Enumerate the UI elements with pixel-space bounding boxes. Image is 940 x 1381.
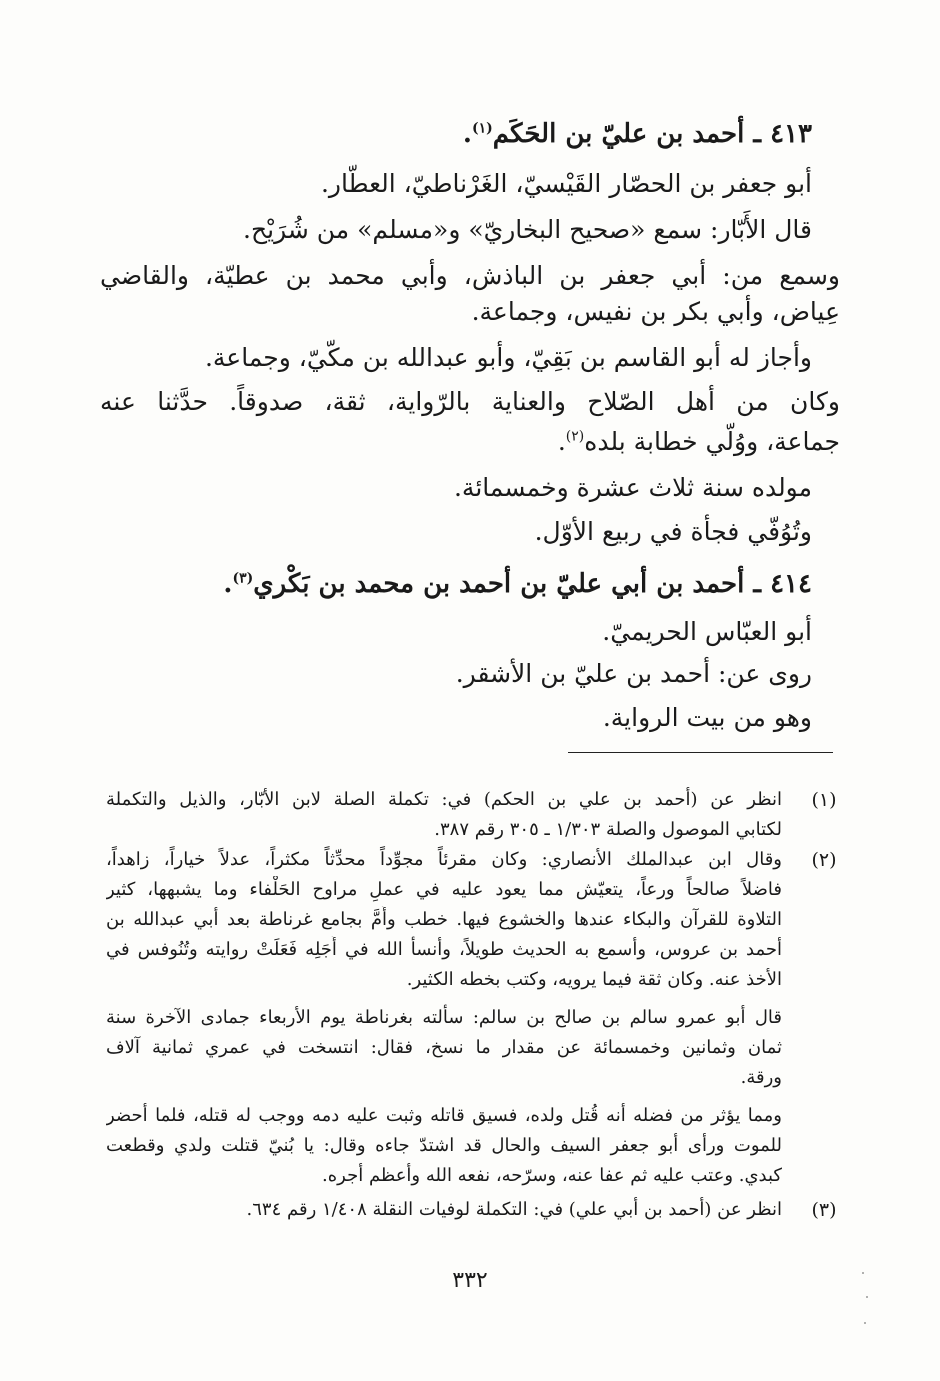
- entry-name: أحمد بن أبي عليّ بن أحمد بن محمد بن بَكْري: [253, 569, 745, 599]
- footnote-mark: (٣): [811, 1199, 837, 1221]
- footnote-line: التلاوة للقرآن والبكاء عندها والخشوع فيها. خطب وأَمَّ بجامع غرناطة بعد أبي عبدالله بن: [106, 909, 782, 930]
- entry-line: قال الأَبّار: سمع «صحيح البخاريّ» و«مسلم» من شُرَيْح.: [243, 215, 812, 244]
- entry-line: جماعة، ووُلّي خطابة بلده$^{(٢)}$.: [557, 427, 840, 456]
- entry-line: أبو جعفر بن الحصّار القَيْسيّ، الغَرْناطيّ، العطّار.: [320, 169, 812, 198]
- footnote-line: انظر عن (أحمد بن علي بن الحكم) في: تكملة الصلة لابن الأبّار، والذيل والتكملة: [106, 789, 782, 810]
- footnote-line: للموت ورأى أبو جعفر السيف والحال قد اشتدّ جاءه وقال: يا بُنيّ قتلت ولدي وقطعت: [106, 1135, 782, 1156]
- footnote-reference: (١): [471, 120, 493, 137]
- footnote-separator: [568, 752, 833, 753]
- footnote-line: لكتابي الموصول والصلة ١/٣٠٣ ـ ٣٠٥ رقم ٣٨٧.: [434, 819, 782, 840]
- entry-line: أبو العبّاس الحريميّ.: [602, 617, 812, 646]
- entry-number: ٤١٤: [770, 569, 812, 599]
- entry-line: وتُوُفّي فجأة في ربيع الأوّل.: [534, 517, 812, 546]
- footnote-line: ورقة.: [740, 1067, 782, 1088]
- footnote-line: أحمد بن عروس، وأسمع به الحديث طويلاً، وأنسأ الله في أَجَلِه فَعَلَتْ روايته وتُنُوفس في: [106, 939, 782, 960]
- entry-heading: ٤١٣ ـ أحمد بن عليّ بن الحَكَم$^{(١)}$.: [462, 119, 812, 149]
- entry-line: روى عن: أحمد بن عليّ بن الأشقر.: [455, 659, 812, 688]
- scan-speck: [866, 1296, 868, 1298]
- footnote-reference: (٣): [232, 570, 254, 587]
- entry-line: وأجاز له أبو القاسم بن بَقِيّ، وأبو عبدالله بن مكّيّ، وجماعة.: [204, 343, 812, 372]
- scan-speck: [864, 1322, 866, 1324]
- footnote-line: ثمان وثمانين وخمسمائة عن مقدار ما نسخ، فقال: انتسخت في عمري ثمانية آلاف: [106, 1037, 782, 1058]
- footnote-line: كبدي. وعتب عليه ثم عفا عنه، وسرّحه، نفعه الله وأعظم أجره.: [322, 1165, 782, 1186]
- entry-line: وسمع من: أبي جعفر بن الباذش، وأبي محمد بن عطيّة، والقاضي: [100, 261, 840, 290]
- scan-speck: [862, 1272, 864, 1274]
- footnote-reference: (٢): [565, 428, 585, 445]
- footnote-line: قال أبو عمرو سالم بن صالح بن سالم: سألته بغرناطة يوم الأربعاء جمادى الآخرة سنة: [106, 1007, 782, 1028]
- page-number: ٣٣٢: [452, 1268, 488, 1293]
- entry-number: ٤١٣: [770, 119, 812, 149]
- entry-heading: ٤١٤ ـ أحمد بن أبي عليّ بن أحمد بن محمد بن بَكْري$^{(٣)}$.: [223, 569, 812, 599]
- footnote-line: الأخذ عنه. وكان ثقة فيما يرويه، وكتب بخطه الكثير.: [406, 969, 782, 990]
- footnote-line: انظر عن (أحمد بن أبي علي) في: التكملة لوفيات النقلة ١/٤٠٨ رقم ٦٣٤.: [246, 1199, 782, 1220]
- entry-name: أحمد بن عليّ بن الحَكَم: [492, 119, 745, 149]
- entry-line: مولده سنة ثلاث عشرة وخمسمائة.: [453, 473, 812, 502]
- footnote-line: فاضلاً صالحاً ورعاً، يتعيّش مما يعود عليه في عملِ مراوح الحَلْفاء وما يشبهها، كثير: [106, 879, 782, 900]
- entry-line: وهو من بيت الرواية.: [602, 703, 812, 732]
- footnote-line: وقال ابن عبدالملك الأنصاري: وكان مقرئاً مجوِّداً محدِّثاً مكثراً، عدلاً خياراً، زاهداً،: [106, 849, 782, 870]
- entry-line: عِياض، وأبي بكر بن نفيس، وجماعة.: [471, 297, 840, 326]
- footnote-line: ومما يؤثر من فضله أنه قُتل ولده، فسيق قاتله وثبت عليه دمه ووجب له قتله، فلما أحضر: [106, 1105, 782, 1126]
- footnote-mark: (٢): [811, 849, 837, 871]
- entry-line: وكان من أهل الصّلاح والعناية بالرّواية، ثقة، صدوقاً. حدَّثنا عنه: [100, 387, 840, 416]
- footnote-mark: (١): [811, 789, 837, 811]
